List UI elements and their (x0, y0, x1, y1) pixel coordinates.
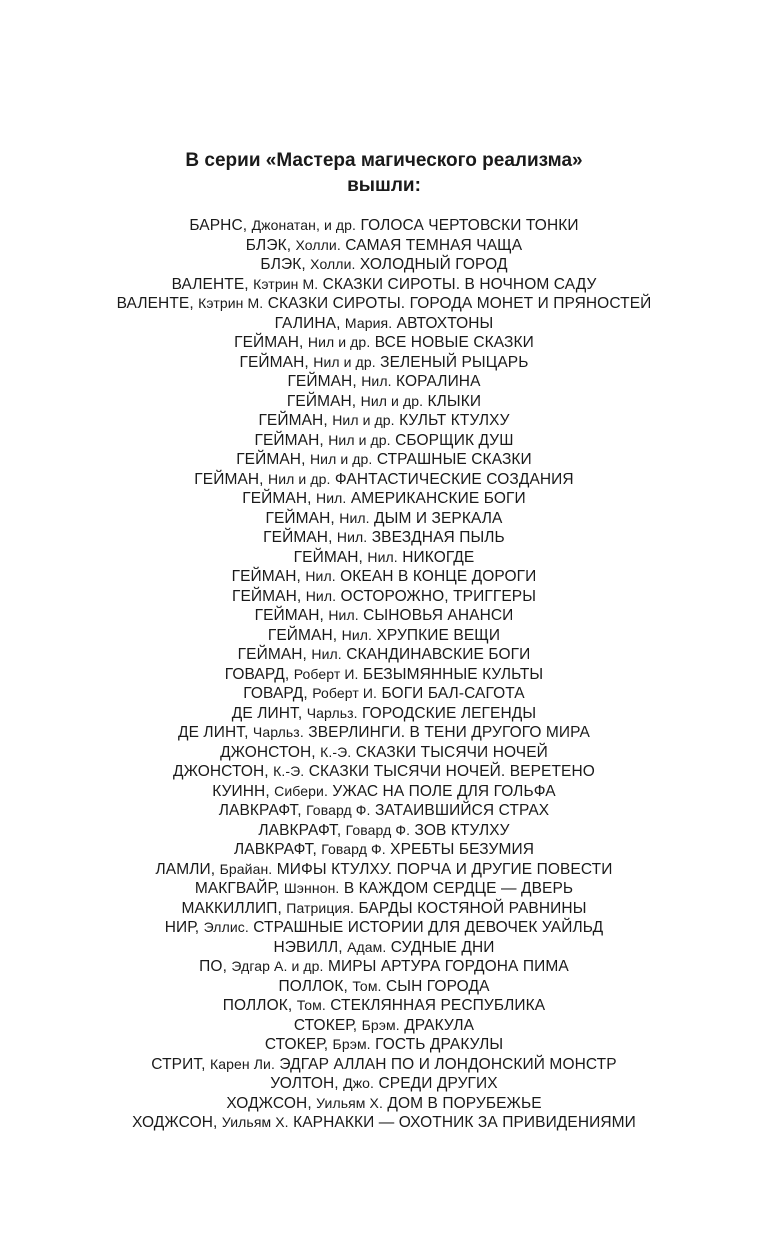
book-author-surname: ГЕЙМАН, (293, 548, 363, 566)
book-title: ДРАКУЛА (404, 1016, 475, 1034)
book-title: СКАЗКИ ТЫСЯЧИ НОЧЕЙ. ВЕРЕТЕНО (308, 763, 595, 780)
book-author-name: Говард Ф. (345, 821, 411, 838)
book-title: ЗОВ КТУЛХУ (414, 821, 510, 839)
book-title: ЗАТАИВШИЙСЯ СТРАХ (374, 802, 550, 819)
book-list-item (0, 1055, 768, 1075)
book-title: САМАЯ ТЕМНАЯ ЧАЩА (345, 236, 523, 254)
book-list-item (0, 236, 768, 256)
book-list-item (0, 626, 768, 646)
book-list-item (0, 470, 768, 490)
book-list-item (0, 411, 768, 431)
book-title: ГОРОДСКИЕ ЛЕГЕНДЫ (362, 704, 537, 722)
book-author-surname: ГЕЙМАН, (231, 587, 302, 605)
book-author-surname: СТОКЕР, (264, 1036, 329, 1053)
book-author-name: Нил и др. (309, 451, 373, 467)
book-author-name: Нил. (341, 626, 373, 643)
book-author-name: Кэтрин М. (253, 275, 319, 292)
book-author-name: К.-Э. (320, 743, 352, 760)
book-author-surname: КУИНН, (212, 782, 270, 800)
book-list-item (0, 1016, 768, 1036)
book-list-item (0, 567, 768, 587)
book-author-name: Чарльз. (306, 704, 358, 721)
book-author-surname: ГЕЙМАН, (258, 412, 328, 429)
book-author-name: Мария. (344, 314, 393, 331)
book-list-item (0, 1035, 768, 1055)
book-title: ГОЛОСА ЧЕРТОВСКИ ТОНКИ (360, 217, 579, 234)
book-title: В КАЖДОМ СЕРДЦЕ — ДВЕРЬ (343, 880, 574, 897)
book-list-item (0, 392, 768, 412)
book-author-name: Нил. (305, 587, 337, 604)
book-list (0, 216, 768, 1133)
book-author-name: Нил. (339, 509, 370, 526)
book-title: НИКОГДЕ (402, 548, 475, 566)
book-author-name: Кэтрин М. (198, 295, 264, 311)
book-title: ХРЕБТЫ БЕЗУМИЯ (390, 841, 535, 858)
book-author-surname: ГЕЙМАН, (236, 451, 306, 468)
book-author-name: Джонатан, и др. (251, 217, 357, 233)
book-author-name: Брэм. (332, 1036, 371, 1052)
book-title: ЗВЕРЛИНГИ. В ТЕНИ ДРУГОГО МИРА (308, 724, 590, 741)
book-title: УЖАС НА ПОЛЕ ДЛЯ ГОЛЬФА (332, 782, 556, 800)
book-author-surname: ГЕЙМАН, (263, 529, 333, 546)
book-title: СТРАШНЫЕ СКАЗКИ (376, 451, 532, 468)
book-title: ЗЕЛЕНЫЙ РЫЦАРЬ (380, 353, 529, 371)
book-author-surname: ГОВАРД, (243, 685, 308, 702)
book-title: АВТОХТОНЫ (396, 314, 494, 332)
book-title: ХОЛОДНЫЙ ГОРОД (359, 256, 508, 273)
book-author-name: Брэм. (361, 1016, 400, 1033)
book-author-surname: БЛЭК, (260, 256, 306, 273)
book-author-surname: ПО, (199, 958, 227, 975)
book-list-item (0, 918, 768, 938)
book-title: ФАНТАСТИЧЕСКИЕ СОЗДАНИЯ (334, 470, 574, 488)
book-title: ОСТОРОЖНО, ТРИГГЕРЫ (340, 587, 537, 605)
book-title: СБОРЩИК ДУШ (395, 431, 514, 449)
book-list-item (0, 1074, 768, 1094)
book-author-surname: ЛАВКРАФТ, (258, 821, 342, 839)
book-title: ЭДГАР АЛЛАН ПО И ЛОНДОНСКИЙ МОНСТР (279, 1055, 617, 1073)
book-author-surname: ГАЛИНА, (274, 314, 341, 332)
book-author-surname: ВАЛЕНТЕ, (171, 275, 249, 293)
book-title: КЛЫКИ (427, 392, 482, 410)
book-list-item (0, 314, 768, 334)
book-author-name: Говард Ф. (306, 802, 371, 818)
book-author-surname: МАККИЛЛИП, (181, 899, 282, 917)
book-author-name: Карен Ли. (210, 1055, 275, 1072)
series-heading-line-1: В серии «Мастера магического реализма» (185, 150, 583, 171)
book-author-surname: ГЕЙМАН, (267, 626, 338, 644)
series-heading-line-2: вышли: (347, 175, 421, 196)
book-title: ДЫМ И ЗЕРКАЛА (374, 509, 503, 527)
book-author-name: Эллис. (203, 919, 249, 935)
book-list-item (0, 899, 768, 919)
book-author-surname: ГЕЙМАН, (242, 490, 312, 507)
book-author-surname: ГЕЙМАН, (237, 646, 307, 663)
book-author-surname: ВАЛЕНТЕ, (116, 295, 194, 312)
book-list-item (0, 938, 768, 958)
book-list-item (0, 431, 768, 451)
book-title: СЫНОВЬЯ АНАНСИ (363, 607, 514, 624)
book-author-surname: ХОДЖСОН, (226, 1094, 312, 1112)
book-author-name: Нил и др. (307, 334, 371, 350)
book-author-surname: НИР, (164, 919, 200, 936)
book-list-item (0, 782, 768, 802)
book-title: СТЕКЛЯННАЯ РЕСПУБЛИКА (330, 997, 546, 1014)
book-author-name: Адам. (347, 938, 387, 955)
book-title: ГОСТЬ ДРАКУЛЫ (375, 1036, 504, 1053)
book-author-name: К.-Э. (273, 763, 305, 779)
book-title: ВСЕ НОВЫЕ СКАЗКИ (374, 334, 534, 351)
book-list-item (0, 528, 768, 548)
book-author-surname: ГЕЙМАН, (234, 334, 304, 351)
book-title: ОКЕАН В КОНЦЕ ДОРОГИ (340, 568, 537, 585)
book-author-surname: ГОВАРД, (224, 665, 290, 683)
book-author-surname: ДЖОНСТОН, (173, 763, 269, 780)
book-title: СТРАШНЫЕ ИСТОРИИ ДЛЯ ДЕВОЧЕК УАЙЛЬД (253, 919, 604, 936)
book-author-name: Холли. (310, 256, 356, 272)
book-list-item (0, 762, 768, 782)
book-title: СУДНЫЕ ДНИ (390, 938, 495, 956)
book-author-name: Уильям Х. (221, 1114, 289, 1130)
book-title: БЕЗЫМЯННЫЕ КУЛЬТЫ (362, 665, 544, 683)
book-title: ЗВЕЗДНАЯ ПЫЛЬ (371, 529, 505, 546)
book-author-name: Нил и др. (313, 353, 376, 370)
book-title: СКАЗКИ СИРОТЫ. ГОРОДА МОНЕТ И ПРЯНОСТЕЙ (267, 295, 652, 312)
book-title: ХРУПКИЕ ВЕЩИ (376, 626, 501, 644)
book-author-name: Роберт И. (293, 665, 359, 682)
book-author-name: Говард Ф. (321, 841, 386, 857)
book-title: СКАЗКИ СИРОТЫ. В НОЧНОМ САДУ (322, 275, 597, 293)
book-title: АМЕРИКАНСКИЕ БОГИ (350, 490, 526, 507)
book-author-surname: ЛАВКРАФТ, (218, 802, 302, 819)
book-list-item (0, 879, 768, 899)
book-author-name: Уильям Х. (316, 1094, 383, 1111)
book-author-name: Нил. (316, 490, 347, 506)
book-list-item (0, 684, 768, 704)
book-author-surname: ГЕЙМАН, (286, 392, 357, 410)
book-author-name: Холли. (295, 236, 341, 253)
book-list-item (0, 587, 768, 607)
book-list-item (0, 860, 768, 880)
book-author-surname: ГЕЙМАН, (254, 607, 324, 624)
book-list-item (0, 353, 768, 373)
book-list-item (0, 743, 768, 763)
book-title: МИРЫ АРТУРА ГОРДОНА ПИМА (327, 958, 569, 975)
book-title: КАРНАККИ — ОХОТНИК ЗА ПРИВИДЕНИЯМИ (293, 1114, 636, 1131)
book-author-surname: ХОДЖСОН, (132, 1114, 218, 1131)
book-author-name: Нил. (305, 568, 336, 584)
book-author-surname: ЛАВКРАФТ, (233, 841, 317, 858)
book-author-name: Нил. (336, 529, 368, 545)
book-author-surname: СТРИТ, (151, 1055, 206, 1073)
book-author-surname: УОЛТОН, (270, 1075, 339, 1092)
book-author-name: Нил. (361, 373, 392, 389)
book-author-name: Нил и др. (268, 470, 331, 487)
book-author-name: Патриция. (286, 899, 355, 916)
book-list-item (0, 333, 768, 353)
book-list-item (0, 645, 768, 665)
book-list-item (0, 821, 768, 841)
book-list-item (0, 509, 768, 529)
book-list-item (0, 704, 768, 724)
book-author-name: Сибери. (274, 782, 328, 799)
book-author-name: Брайан. (219, 860, 273, 877)
book-title: СКАЗКИ ТЫСЯЧИ НОЧЕЙ (355, 743, 548, 761)
book-author-name: Джо. (343, 1075, 375, 1091)
book-author-name: Чарльз. (252, 724, 304, 740)
book-author-surname: ГЕЙМАН, (254, 431, 324, 449)
book-list-item (0, 977, 768, 997)
book-list-item (0, 275, 768, 295)
book-list-item (0, 294, 768, 314)
book-list-item (0, 801, 768, 821)
book-list-item (0, 840, 768, 860)
book-title: БОГИ БАЛ-САГОТА (381, 685, 525, 702)
book-title: КУЛЬТ КТУЛХУ (399, 412, 510, 429)
book-author-surname: ГЕЙМАН, (265, 509, 335, 527)
book-list-item (0, 548, 768, 568)
book-list-item (0, 255, 768, 275)
book-list-item (0, 1113, 768, 1133)
book-author-name: Том. (296, 997, 326, 1013)
book-title: СЫН ГОРОДА (385, 977, 490, 995)
book-title: БАРДЫ КОСТЯНОЙ РАВНИНЫ (358, 899, 587, 917)
series-heading (0, 148, 768, 198)
book-list-item (0, 489, 768, 509)
book-author-surname: БАРНС, (189, 217, 248, 234)
book-list-item (0, 216, 768, 236)
book-author-name: Нил. (328, 607, 359, 623)
book-author-name: Том. (352, 977, 382, 994)
book-author-surname: ДЖОНСТОН, (220, 743, 316, 761)
book-title: СРЕДИ ДРУГИХ (378, 1075, 498, 1092)
book-author-name: Нил и др. (328, 431, 391, 448)
book-author-surname: ПОЛЛОК, (222, 997, 293, 1014)
book-list-item (0, 450, 768, 470)
book-title: СКАНДИНАВСКИЕ БОГИ (346, 646, 531, 663)
book-author-surname: ДЕ ЛИНТ, (231, 704, 303, 722)
book-title: ДОМ В ПОРУБЕЖЬЕ (387, 1094, 542, 1112)
book-author-surname: БЛЭК, (245, 236, 292, 254)
book-list-item (0, 723, 768, 743)
book-author-name: Нил и др. (360, 392, 424, 409)
book-list-item (0, 372, 768, 392)
book-author-surname: ГЕЙМАН, (194, 470, 264, 488)
book-author-name: Эдгар А. и др. (231, 958, 324, 974)
book-list-item (0, 665, 768, 685)
book-list-item (0, 957, 768, 977)
book-author-surname: НЭВИЛЛ, (273, 938, 343, 956)
book-author-surname: СТОКЕР, (293, 1016, 358, 1034)
book-author-name: Нил. (311, 646, 342, 662)
book-author-surname: ГЕЙМАН, (231, 568, 301, 585)
book-title: МИФЫ КТУЛХУ. ПОРЧА И ДРУГИЕ ПОВЕСТИ (276, 860, 613, 878)
book-author-surname: ГЕЙМАН, (287, 373, 357, 390)
book-title: КОРАЛИНА (396, 373, 481, 390)
book-author-name: Нил и др. (332, 412, 395, 428)
book-author-name: Нил. (367, 548, 398, 565)
book-author-name: Шэннон. (283, 880, 340, 896)
book-author-surname: ДЕ ЛИНТ, (177, 724, 249, 741)
book-author-surname: ЛАМЛИ, (155, 860, 216, 878)
book-author-surname: ГЕЙМАН, (239, 353, 309, 371)
book-list-item (0, 1094, 768, 1114)
book-author-surname: ПОЛЛОК, (278, 977, 348, 995)
book-author-name: Роберт И. (312, 685, 378, 701)
book-list-item (0, 606, 768, 626)
book-author-surname: МАКГВАЙР, (194, 880, 280, 897)
book-list-item (0, 996, 768, 1016)
